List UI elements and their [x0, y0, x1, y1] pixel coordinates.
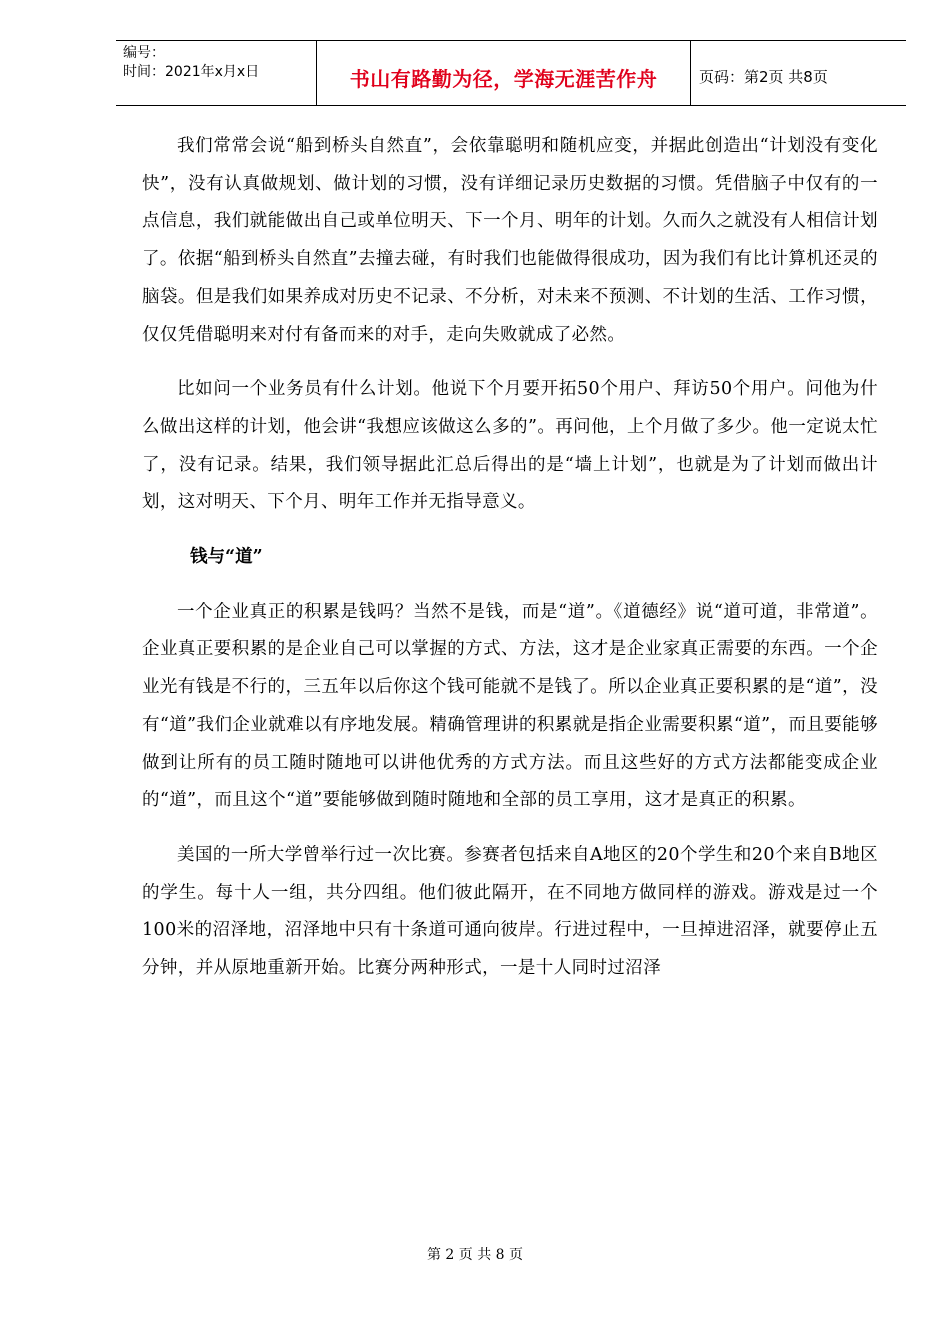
body-paragraph: 美国的一所大学曾举行过一次比赛。参赛者包括来自A地区的20个学生和20个来自B地区的学生。每十人一组，共分四组。他们彼此隔开，在不同地方做同样的游戏。游戏是过一个100米的沼泽地，沼泽地中只有十条道可通向彼岸。行进过程中，一旦掉进沼泽，就要停止五分钟，并从原地重新开始。比赛分两种形式，一是十人同时过沼泽	[142, 844, 878, 979]
document-number-label: 编号：	[123, 45, 165, 61]
page-footer: 第 2 页 共 8 页	[426, 1247, 524, 1263]
page-header	[116, 40, 906, 106]
body-paragraph: 我们常常会说“船到桥头自然直”，会依靠聪明和随机应变，并据此创造出“计划没有变化快”，没有认真做规划、做计划的习惯，没有详细记录历史数据的习惯。凭借脑子中仅有的一点信息，我们就能做出自己或单位明天、下一个月、明年的计划。久而久之就没有人相信计划了。依据“船到桥头自然直”去撞去碰，有时我们也能做得很成功，因为我们有比计算机还灵的脑袋。但是我们如果养成对历史不记录、不分析，对未来不预测、不计划的生活、工作习惯，仅仅凭借聪明来对付有备而来的对手，走向失败就成了必然。	[142, 136, 878, 345]
header-motto: 书山有路勤为径，学海无涯苦作舟	[349, 67, 658, 91]
body-paragraph: 比如问一个业务员有什么计划。他说下个月要开拓50个用户、拜访50个用户。问他为什么做出这样的计划，他会讲“我想应该做这么多的”。再问他，上个月做了多少。他一定说太忙了，没有记录。结果，我们领导据此汇总后得出的是“墙上计划”，也就是为了计划而做出计划，这对明天、下个月、明年工作并无指导意义。	[142, 379, 878, 513]
header-motto-cell	[316, 41, 691, 105]
header-page-number: 页码：第2页 共8页	[699, 68, 828, 86]
body-paragraph: 一个企业真正的积累是钱吗？当然不是钱，而是“道”。《道德经》说“道可道，非常道”。企业真正要积累的是企业自己可以掌握的方式、方法，这才是企业家真正需要的东西。一个企业光有钱是不行的，三五年以后你这个钱可能就不是钱了。所以企业真正要积累的是“道”，没有“道”我们企业就难以有序地发展。精确管理讲的积累就是指企业需要积累“道”，而且要能够做到让所有的员工随时随地可以讲他优秀的方式方法。而且这些好的方式方法都能变成企业的“道”，而且这个“道”要能够做到随时随地和全部的员工享用，这才是真正的积累。	[142, 601, 878, 811]
header-info-cell	[116, 41, 316, 105]
section-heading: 钱与“道”	[190, 547, 263, 568]
header-page-cell	[691, 41, 906, 105]
document-time-label: 时间：2021年x月x日	[123, 64, 260, 80]
document-body	[142, 128, 878, 1005]
